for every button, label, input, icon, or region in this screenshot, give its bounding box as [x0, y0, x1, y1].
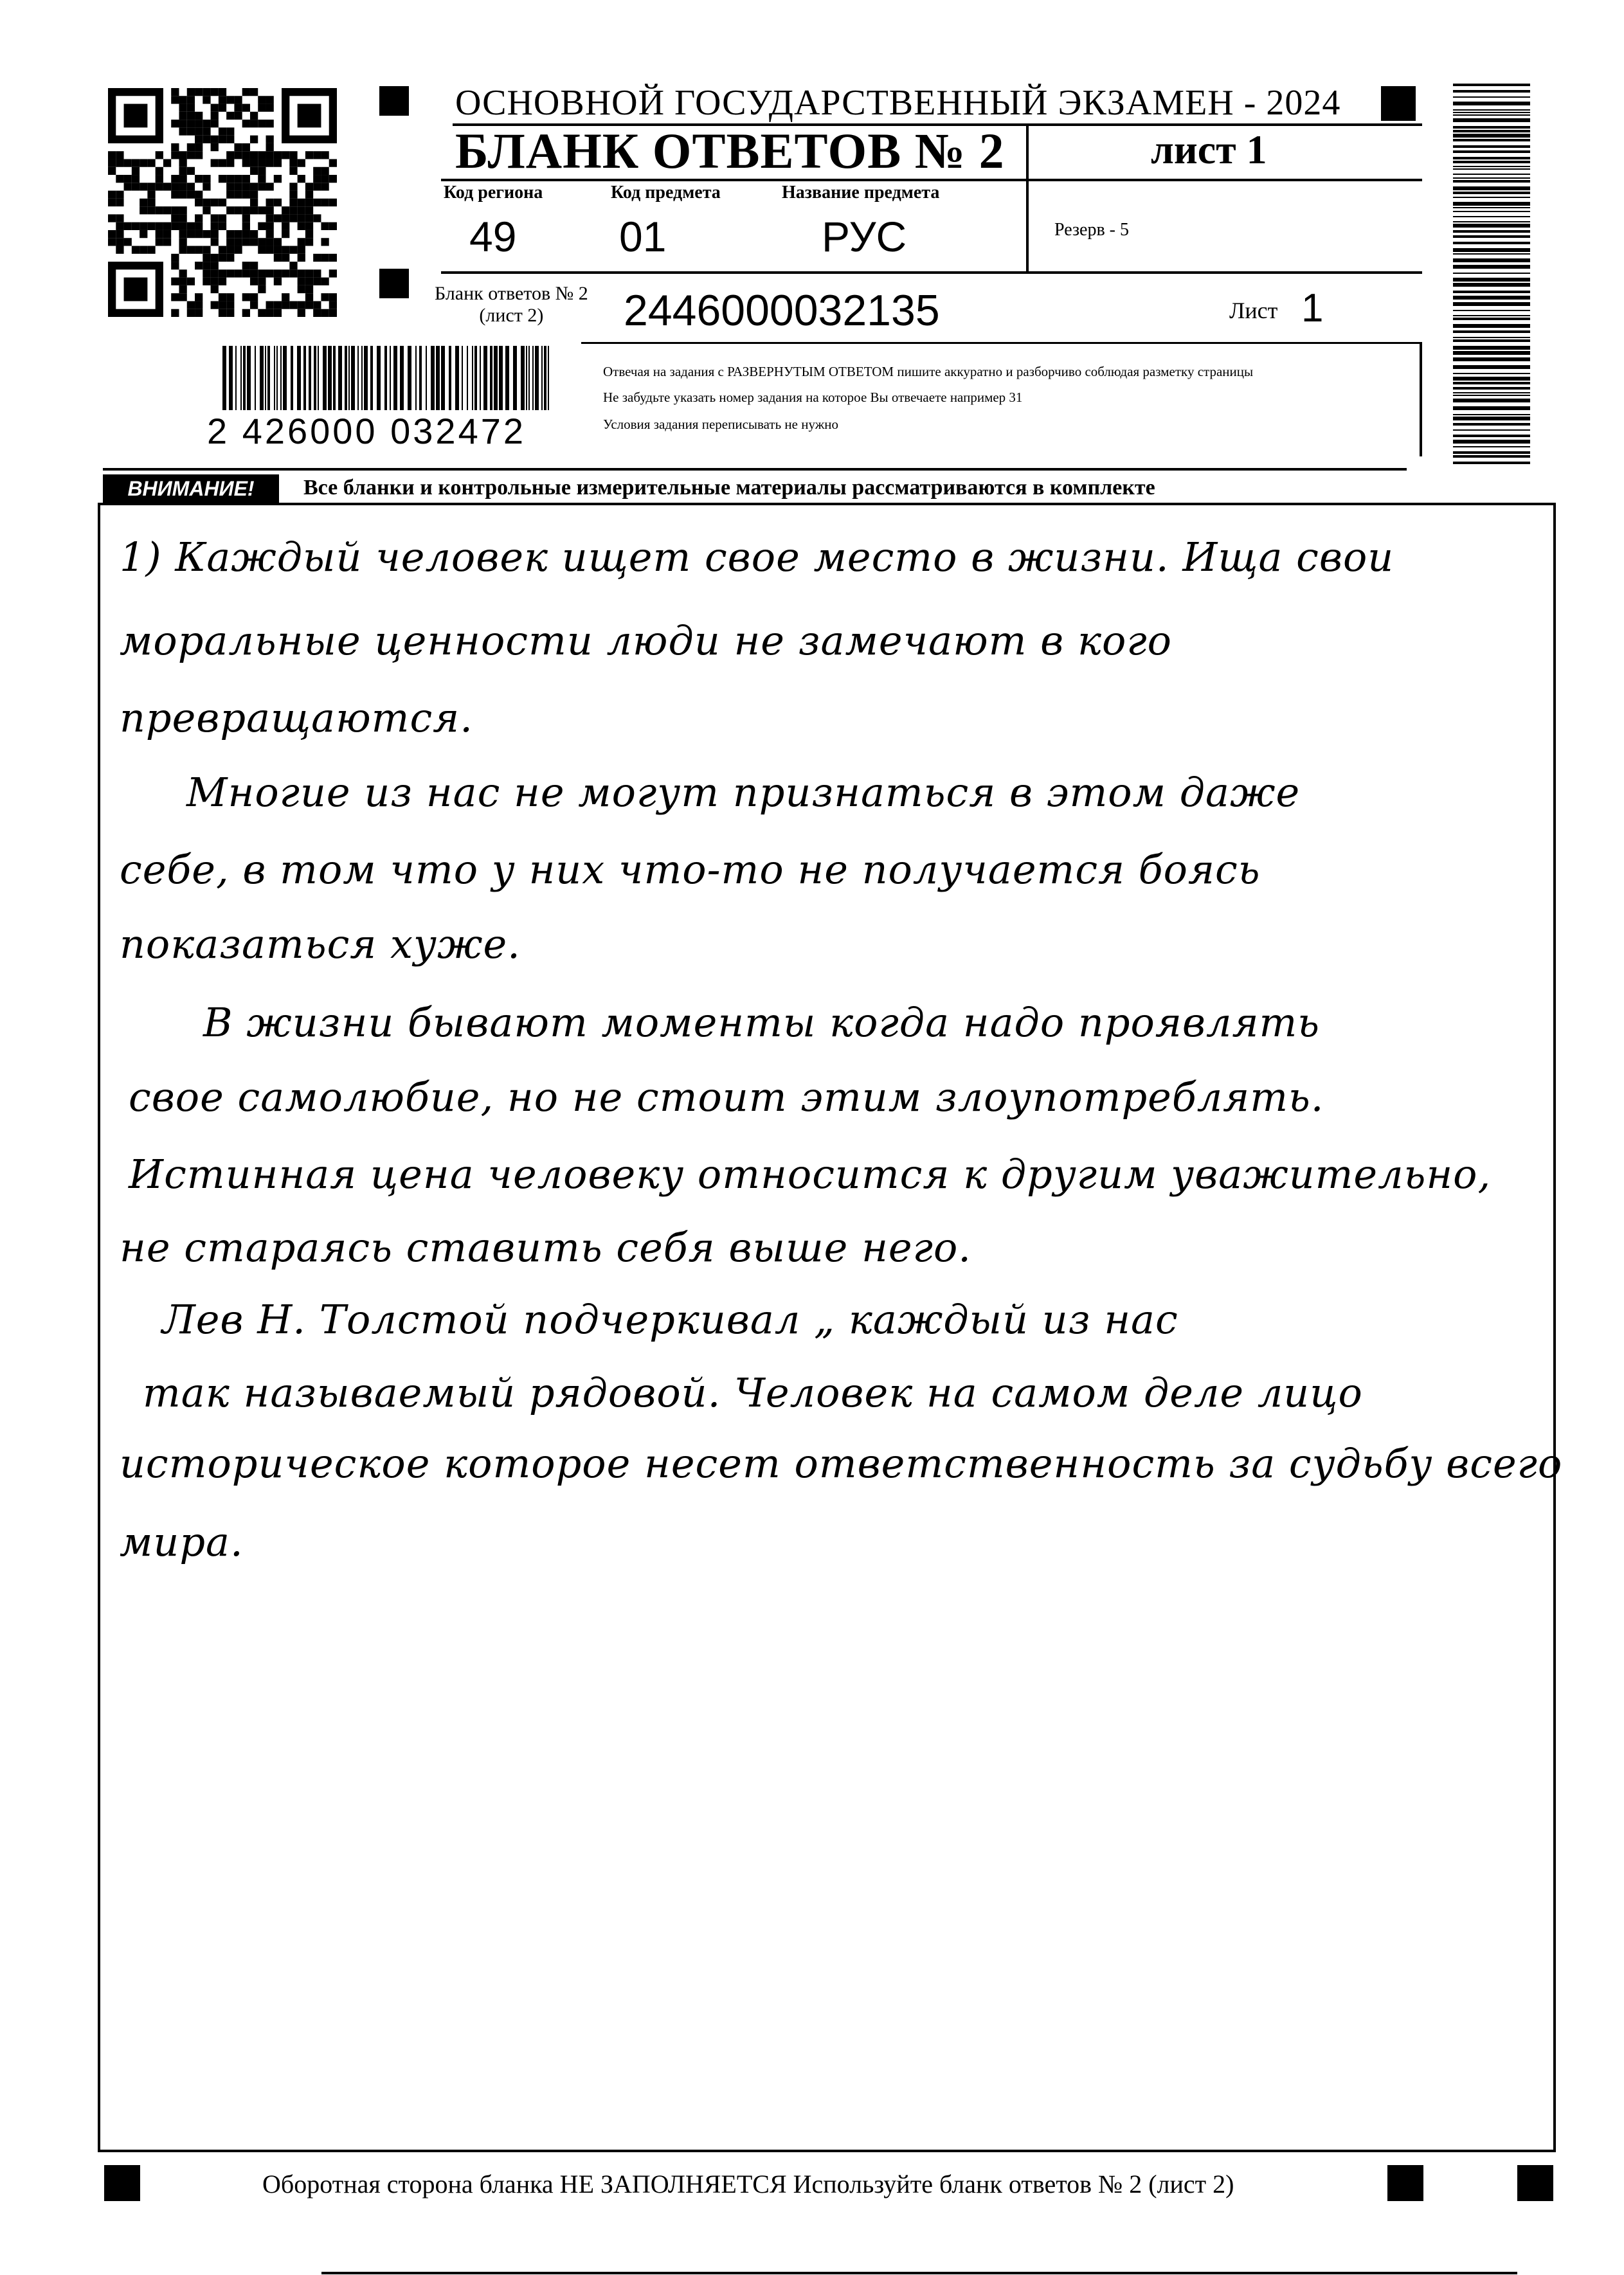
- list-label: Лист: [1229, 298, 1278, 323]
- answer-line: Истинная цена человеку относится к другим уважительно,: [129, 1151, 1492, 1198]
- answer-line: себе, в том что у них что-то не получается боясь: [120, 846, 1261, 893]
- reserve-field: Резерв - 5: [1054, 220, 1130, 240]
- registration-marker: [104, 2165, 140, 2201]
- list-number: 1: [1301, 286, 1324, 330]
- answer-line: 1) Каждый человек ищет свое место в жизни. Ища свои: [120, 534, 1394, 580]
- answer-line: показаться хуже.: [120, 921, 521, 967]
- subject-caption: Код предмета: [611, 183, 721, 202]
- registration-marker: [1517, 2165, 1553, 2201]
- sheet-number: 2446000032135: [624, 286, 940, 335]
- sheet2-caption: [435, 283, 588, 327]
- divider: [321, 2272, 1517, 2274]
- region-code: 49: [469, 213, 517, 260]
- form-title: БЛАНК ОТВЕТОВ № 2: [455, 123, 1005, 179]
- sheet2-caption-line: (лист 2): [479, 305, 544, 326]
- barcode-number: 2 426000 032472: [207, 411, 526, 451]
- answer-line: свое самолюбие, но не стоит этим злоупотреблять.: [129, 1074, 1324, 1120]
- registration-marker: [379, 269, 409, 298]
- region-caption: Код региона: [444, 183, 543, 202]
- answer-line: Лев Н. Толстой подчеркивал „ каждый из нас: [162, 1296, 1178, 1343]
- instruction-line: Отвечая на задания с РАЗВЕРНУТЫМ ОТВЕТОМ пишите аккуратно и разборчиво соблюдая разметку страницы: [603, 364, 1254, 379]
- attention-text: Все бланки и контрольные измерительные материалы рассматриваются в комплекте: [303, 476, 1155, 499]
- registration-marker: [1387, 2165, 1423, 2201]
- answer-line: Многие из нас не могут признаться в этом даже: [186, 769, 1301, 816]
- divider: [441, 271, 1422, 274]
- subject-name: РУС: [822, 213, 907, 260]
- barcode-icon: [220, 346, 557, 410]
- registration-marker: [1381, 86, 1416, 121]
- attention-badge: ВНИМАНИЕ!: [103, 474, 279, 503]
- sheet-label: лист 1: [1151, 127, 1267, 172]
- answer-line: не стараясь ставить себя выше него.: [120, 1224, 971, 1271]
- answer-line: так называемый рядовой. Человек на самом деле лицо: [143, 1369, 1363, 1416]
- divider: [1420, 342, 1422, 456]
- vertical-barcode-icon: [1453, 84, 1530, 469]
- qr-code-icon: [108, 88, 337, 317]
- registration-marker: [379, 86, 409, 116]
- divider: [581, 342, 1422, 344]
- sheet2-caption-line: Бланк ответов № 2: [435, 283, 588, 304]
- instruction-line: Условия задания переписывать не нужно: [603, 417, 838, 432]
- answer-line: В жизни бывают моменты когда надо проявлять: [203, 999, 1321, 1046]
- divider: [103, 468, 1407, 471]
- answer-line: превращаются.: [120, 694, 473, 741]
- instruction-line: Не забудьте указать номер задания на которое Вы отвечаете например 31: [603, 390, 1023, 405]
- exam-title: ОСНОВНОЙ ГОСУДАРСТВЕННЫЙ ЭКЗАМЕН - 2024: [455, 83, 1341, 123]
- answer-line: историческое которое несет ответственность за судьбу всего: [120, 1440, 1563, 1487]
- footer-note: Оборотная сторона бланка НЕ ЗАПОЛНЯЕТСЯ Используйте бланк ответов № 2 (лист 2): [262, 2170, 1234, 2199]
- answer-line: мира.: [120, 1518, 244, 1565]
- subject-name-caption: Название предмета: [782, 183, 940, 202]
- divider: [1026, 126, 1029, 274]
- answer-line: моральные ценности люди не замечают в кого: [120, 617, 1172, 664]
- divider: [441, 179, 1422, 181]
- subject-code: 01: [619, 213, 667, 260]
